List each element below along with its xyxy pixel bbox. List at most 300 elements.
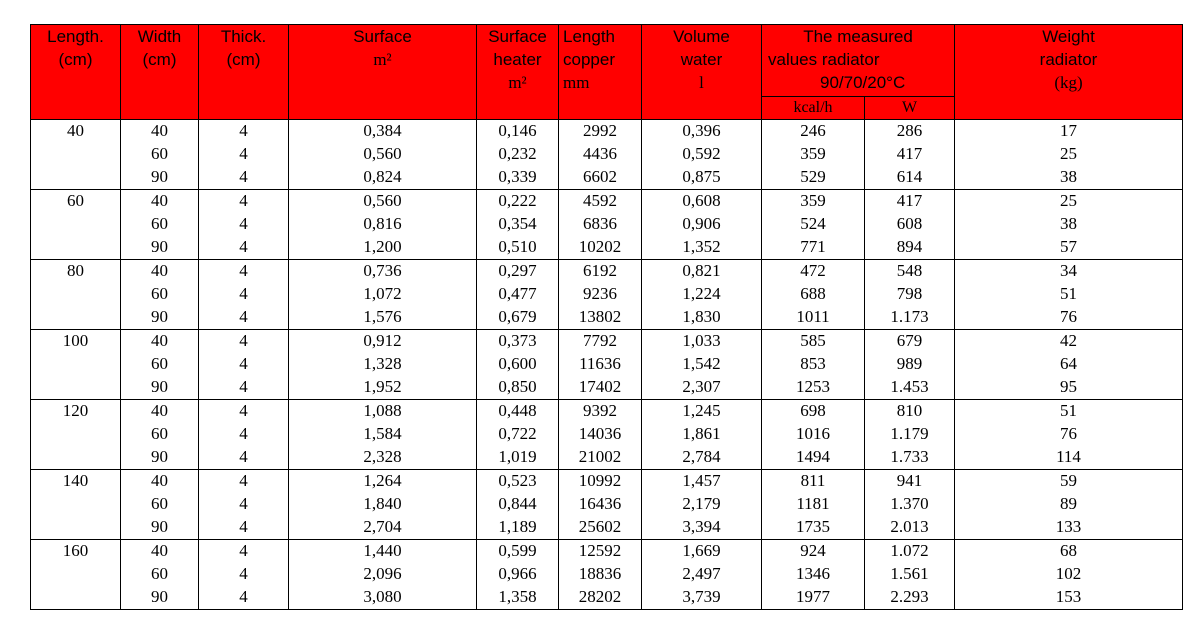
volume-water-value: 1,830: [682, 307, 721, 326]
thick-value: 4: [239, 587, 248, 606]
surface-heater-value: 0,844: [498, 494, 537, 513]
volume-water-value: 2,497: [682, 564, 721, 583]
cell-w: [865, 400, 955, 470]
surface-value: 2,328: [363, 447, 402, 466]
kcal-value: 811: [800, 471, 826, 490]
w-value: 1.179: [890, 424, 929, 443]
weight-value: 57: [1060, 237, 1077, 256]
cell-w: [865, 330, 955, 400]
width-value: 90: [151, 587, 168, 606]
surface-heater-value: 1,189: [498, 517, 537, 536]
header-surface-unit: m²: [373, 50, 392, 69]
width-value: 60: [151, 354, 168, 373]
volume-water-value: 3,394: [682, 517, 721, 536]
surface-heater-value: 0,232: [498, 144, 537, 163]
kcal-value: 1494: [796, 447, 830, 466]
surface-value: 0,736: [363, 261, 402, 280]
surface-value: 1,584: [363, 424, 402, 443]
kcal-value: 359: [800, 144, 826, 163]
cell-weight: [955, 400, 1183, 470]
surface-heater-value: 0,146: [498, 121, 537, 140]
w-value: 1.453: [890, 377, 929, 396]
header-width-unit: (cm): [142, 50, 177, 69]
weight-value: 68: [1060, 541, 1077, 560]
thick-value: 4: [239, 121, 248, 140]
cell-thick: [199, 260, 289, 330]
cell-surface: [289, 260, 477, 330]
width-value: 90: [151, 517, 168, 536]
surface-heater-value: 0,523: [498, 471, 537, 490]
cell-length-copper: [559, 400, 642, 470]
cell-surface: [289, 330, 477, 400]
surface-value: 2,704: [363, 517, 402, 536]
thick-value: 4: [239, 167, 248, 186]
cell-volume-water: [642, 260, 762, 330]
volume-water-value: 1,033: [682, 331, 721, 350]
length-copper-value: 11636: [579, 354, 621, 373]
width-value: 60: [151, 214, 168, 233]
cell-kcal: [762, 120, 865, 190]
thick-value: 4: [239, 354, 248, 373]
cell-thick: [199, 190, 289, 260]
volume-water-value: 0,592: [682, 144, 721, 163]
weight-value: 25: [1060, 191, 1077, 210]
length-copper-value: 25602: [578, 517, 622, 536]
w-value: 614: [896, 167, 923, 186]
w-value: 1.173: [890, 307, 929, 326]
cell-surface-heater: [477, 400, 559, 470]
kcal-value: 472: [800, 261, 826, 280]
cell-volume-water: [642, 120, 762, 190]
header-length-copper: [559, 25, 642, 120]
header-surface-heater: [477, 25, 559, 120]
header-length: [31, 25, 121, 120]
width-value: 90: [151, 167, 168, 186]
w-value: 1.370: [890, 494, 929, 513]
thick-value: 4: [239, 447, 248, 466]
w-value: 1.072: [890, 541, 929, 560]
header-weight-label: Weight: [1042, 27, 1095, 46]
kcal-value: 853: [800, 354, 826, 373]
cell-thick: [199, 540, 289, 610]
surface-value: 1,440: [363, 541, 402, 560]
surface-value: 1,088: [363, 401, 402, 420]
surface-heater-value: 0,966: [498, 564, 537, 583]
cell-volume-water: [642, 470, 762, 540]
surface-value: 0,560: [363, 191, 402, 210]
w-value: 608: [896, 214, 923, 233]
cell-thick: [199, 400, 289, 470]
cell-thick: [199, 470, 289, 540]
cell-length: [31, 400, 121, 470]
volume-water-value: 1,352: [682, 237, 721, 256]
cell-volume-water: [642, 190, 762, 260]
surface-heater-value: 0,722: [498, 424, 537, 443]
width-value: 40: [151, 261, 168, 280]
cell-w: [865, 190, 955, 260]
surface-heater-value: 1,019: [498, 447, 537, 466]
width-value: 40: [151, 121, 168, 140]
cell-width: [121, 330, 199, 400]
header-surface: [289, 25, 477, 120]
kcal-value: 1977: [796, 587, 830, 606]
volume-water-value: 1,542: [682, 354, 721, 373]
cell-kcal: [762, 540, 865, 610]
thick-value: 4: [239, 307, 248, 326]
cell-width: [121, 190, 199, 260]
length-copper-value: 6602: [583, 167, 617, 186]
kcal-value: 771: [800, 237, 826, 256]
volume-water-value: 2,784: [682, 447, 721, 466]
surface-heater-value: 0,297: [498, 261, 537, 280]
thick-value: 4: [239, 331, 248, 350]
cell-w: [865, 260, 955, 330]
cell-length: [31, 260, 121, 330]
surface-value: 0,912: [363, 331, 402, 350]
surface-heater-value: 0,354: [498, 214, 537, 233]
weight-value: 102: [1055, 564, 1082, 583]
cell-kcal: [762, 330, 865, 400]
thick-value: 4: [239, 517, 248, 536]
thick-value: 4: [239, 377, 248, 396]
volume-water-value: 0,906: [682, 214, 721, 233]
table-row-group: [31, 120, 1183, 190]
length-copper-value: 7792: [583, 331, 617, 350]
volume-water-value: 3,739: [682, 587, 721, 606]
kcal-value: 524: [800, 214, 826, 233]
w-value: 989: [896, 354, 923, 373]
header-length-copper-label-2: copper: [563, 50, 615, 69]
width-value: 90: [151, 377, 168, 396]
surface-value: 2,096: [363, 564, 402, 583]
volume-water-value: 0,396: [682, 121, 721, 140]
width-value: 90: [151, 307, 168, 326]
surface-value: 1,264: [363, 471, 402, 490]
surface-value: 1,200: [363, 237, 402, 256]
surface-value: 0,560: [363, 144, 402, 163]
length-copper-value: 9236: [583, 284, 617, 303]
length-copper-value: 13802: [578, 307, 622, 326]
length-copper-value: 4436: [583, 144, 617, 163]
kcal-value: 1253: [796, 377, 830, 396]
volume-water-value: 0,821: [682, 261, 721, 280]
thick-value: 4: [239, 564, 248, 583]
length-copper-value: 18836: [578, 564, 622, 583]
kcal-value: 585: [800, 331, 826, 350]
header-weight-unit: (kg): [1054, 73, 1083, 92]
cell-length: [31, 120, 121, 190]
cell-surface-heater: [477, 120, 559, 190]
cell-surface-heater: [477, 540, 559, 610]
header-measured-line-3: 90/70/20°C: [820, 73, 906, 92]
kcal-value: 698: [800, 401, 826, 420]
weight-value: 95: [1060, 377, 1077, 396]
kcal-value: 924: [800, 541, 826, 560]
length-copper-value: 12592: [578, 541, 622, 560]
header-volume-water-label-2: water: [680, 50, 723, 69]
cell-surface-heater: [477, 260, 559, 330]
length-value: 140: [62, 471, 89, 490]
cell-kcal: [762, 260, 865, 330]
table-row-group: [31, 260, 1183, 330]
cell-kcal: [762, 190, 865, 260]
header-surface-label: Surface: [353, 27, 412, 46]
kcal-value: 688: [800, 284, 826, 303]
width-value: 40: [151, 541, 168, 560]
cell-weight: [955, 260, 1183, 330]
w-value: 417: [896, 144, 923, 163]
surface-heater-value: 0,339: [498, 167, 537, 186]
cell-length: [31, 190, 121, 260]
width-value: 40: [151, 331, 168, 350]
surface-heater-value: 0,477: [498, 284, 537, 303]
header-surface-heater-label-2: heater: [493, 50, 542, 69]
w-value: 286: [896, 121, 923, 140]
w-value: 1.561: [890, 564, 929, 583]
surface-value: 0,824: [363, 167, 402, 186]
length-value: 160: [62, 541, 89, 560]
width-value: 90: [151, 447, 168, 466]
width-value: 60: [151, 284, 168, 303]
cell-weight: [955, 330, 1183, 400]
cell-width: [121, 470, 199, 540]
w-value: 2.293: [890, 587, 929, 606]
cell-surface-heater: [477, 190, 559, 260]
header-measured-line-1: The measured: [803, 27, 913, 46]
width-value: 40: [151, 401, 168, 420]
length-copper-value: 10202: [578, 237, 622, 256]
w-value: 1.733: [890, 447, 929, 466]
cell-length-copper: [559, 190, 642, 260]
header-surface-heater-unit: m²: [508, 73, 527, 92]
volume-water-value: 1,224: [682, 284, 721, 303]
weight-value: 17: [1060, 121, 1077, 140]
header-thick-unit: (cm): [226, 50, 261, 69]
weight-value: 64: [1060, 354, 1077, 373]
weight-value: 133: [1055, 517, 1082, 536]
header-thick-label: Thick.: [220, 27, 267, 46]
surface-heater-value: 0,510: [498, 237, 537, 256]
thick-value: 4: [239, 541, 248, 560]
weight-value: 34: [1060, 261, 1077, 280]
thick-value: 4: [239, 494, 248, 513]
weight-value: 25: [1060, 144, 1077, 163]
header-w: W: [865, 97, 955, 120]
kcal-value: 1016: [796, 424, 830, 443]
volume-water-value: 2,307: [682, 377, 721, 396]
length-value: 100: [62, 331, 89, 350]
surface-heater-value: 0,448: [498, 401, 537, 420]
length-copper-value: 10992: [578, 471, 622, 490]
radiator-spec-table: [30, 24, 1183, 610]
volume-water-value: 1,245: [682, 401, 721, 420]
thick-value: 4: [239, 401, 248, 420]
cell-surface: [289, 540, 477, 610]
w-value: 679: [896, 331, 923, 350]
cell-w: [865, 540, 955, 610]
kcal-value: 1011: [796, 307, 830, 326]
header-measured-line-2: values radiator: [768, 50, 880, 69]
weight-value: 38: [1060, 167, 1077, 186]
width-value: 40: [151, 191, 168, 210]
cell-kcal: [762, 470, 865, 540]
cell-weight: [955, 120, 1183, 190]
kcal-value: 1735: [796, 517, 830, 536]
cell-surface-heater: [477, 470, 559, 540]
cell-width: [121, 400, 199, 470]
thick-value: 4: [239, 214, 248, 233]
cell-weight: [955, 470, 1183, 540]
surface-heater-value: 0,679: [498, 307, 537, 326]
header-width: [121, 25, 199, 120]
length-copper-value: 6836: [583, 214, 617, 233]
surface-value: 1,840: [363, 494, 402, 513]
volume-water-value: 1,669: [682, 541, 721, 560]
length-copper-value: 17402: [578, 377, 622, 396]
cell-length-copper: [559, 120, 642, 190]
cell-volume-water: [642, 540, 762, 610]
surface-value: 1,576: [363, 307, 402, 326]
cell-surface: [289, 120, 477, 190]
cell-length-copper: [559, 540, 642, 610]
surface-heater-value: 0,850: [498, 377, 537, 396]
header-length-copper-label: Length: [563, 27, 615, 46]
cell-length: [31, 540, 121, 610]
cell-kcal: [762, 400, 865, 470]
header-measured-values: [762, 25, 955, 97]
weight-value: 59: [1060, 471, 1077, 490]
surface-value: 1,952: [363, 377, 402, 396]
cell-surface: [289, 400, 477, 470]
kcal-value: 1181: [796, 494, 830, 513]
header-thick: [199, 25, 289, 120]
weight-value: 114: [1056, 447, 1081, 466]
surface-value: 0,384: [363, 121, 402, 140]
cell-volume-water: [642, 330, 762, 400]
table-row-group: [31, 470, 1183, 540]
surface-heater-value: 0,600: [498, 354, 537, 373]
length-copper-value: 28202: [578, 587, 622, 606]
width-value: 90: [151, 237, 168, 256]
cell-length-copper: [559, 260, 642, 330]
cell-weight: [955, 190, 1183, 260]
weight-value: 153: [1055, 587, 1082, 606]
kcal-value: 1346: [796, 564, 830, 583]
cell-width: [121, 260, 199, 330]
header-length-label: Length.: [47, 27, 104, 46]
cell-thick: [199, 120, 289, 190]
table-row-group: [31, 540, 1183, 610]
width-value: 60: [151, 424, 168, 443]
surface-value: 0,816: [363, 214, 402, 233]
radiator-spec-table-container: [30, 24, 1183, 610]
surface-heater-value: 0,222: [498, 191, 537, 210]
w-value: 798: [896, 284, 923, 303]
header-length-unit: (cm): [58, 50, 93, 69]
header-weight: [955, 25, 1183, 120]
volume-water-value: 2,179: [682, 494, 721, 513]
surface-heater-value: 1,358: [498, 587, 537, 606]
length-copper-value: 14036: [578, 424, 622, 443]
surface-heater-value: 0,373: [498, 331, 537, 350]
width-value: 60: [151, 564, 168, 583]
kcal-value: 359: [800, 191, 826, 210]
length-copper-value: 4592: [583, 191, 617, 210]
header-surface-heater-label: Surface: [488, 27, 547, 46]
cell-width: [121, 120, 199, 190]
w-value: 548: [896, 261, 923, 280]
table-row-group: [31, 190, 1183, 260]
width-value: 60: [151, 494, 168, 513]
thick-value: 4: [239, 261, 248, 280]
cell-weight: [955, 540, 1183, 610]
cell-w: [865, 120, 955, 190]
width-value: 40: [151, 471, 168, 490]
cell-w: [865, 470, 955, 540]
cell-length: [31, 330, 121, 400]
cell-width: [121, 540, 199, 610]
length-copper-value: 2992: [583, 121, 617, 140]
cell-volume-water: [642, 400, 762, 470]
header-weight-label-2: radiator: [1039, 50, 1098, 69]
weight-value: 89: [1060, 494, 1077, 513]
cell-length-copper: [559, 330, 642, 400]
w-value: 941: [896, 471, 923, 490]
weight-value: 51: [1060, 284, 1077, 303]
weight-value: 38: [1060, 214, 1077, 233]
w-value: 894: [896, 237, 923, 256]
length-value: 60: [67, 191, 84, 210]
header-width-label: Width: [137, 27, 182, 46]
table-row-group: [31, 330, 1183, 400]
thick-value: 4: [239, 284, 248, 303]
volume-water-value: 0,608: [682, 191, 721, 210]
w-value: 417: [896, 191, 923, 210]
volume-water-value: 1,457: [682, 471, 721, 490]
length-copper-value: 21002: [578, 447, 622, 466]
header-volume-water: [642, 25, 762, 120]
weight-value: 76: [1060, 424, 1077, 443]
table-row-group: [31, 400, 1183, 470]
header-length-copper-unit: mm: [563, 73, 590, 92]
cell-surface-heater: [477, 330, 559, 400]
thick-value: 4: [239, 237, 248, 256]
length-value: 120: [62, 401, 89, 420]
length-copper-value: 6192: [583, 261, 617, 280]
w-value: 810: [896, 401, 923, 420]
volume-water-value: 0,875: [682, 167, 721, 186]
length-copper-value: 16436: [578, 494, 622, 513]
cell-length: [31, 470, 121, 540]
surface-value: 1,328: [363, 354, 402, 373]
header-volume-water-unit: l: [699, 73, 704, 92]
thick-value: 4: [239, 471, 248, 490]
cell-surface: [289, 190, 477, 260]
width-value: 60: [151, 144, 168, 163]
length-value: 40: [67, 121, 84, 140]
thick-value: 4: [239, 144, 248, 163]
surface-heater-value: 0,599: [498, 541, 537, 560]
w-value: 2.013: [890, 517, 929, 536]
header-volume-water-label: Volume: [673, 27, 730, 46]
surface-value: 3,080: [363, 587, 402, 606]
length-value: 80: [67, 261, 84, 280]
kcal-value: 529: [800, 167, 826, 186]
weight-value: 51: [1060, 401, 1077, 420]
thick-value: 4: [239, 191, 248, 210]
header-kcal: kcal/h: [762, 97, 865, 120]
table-body: [31, 120, 1183, 610]
